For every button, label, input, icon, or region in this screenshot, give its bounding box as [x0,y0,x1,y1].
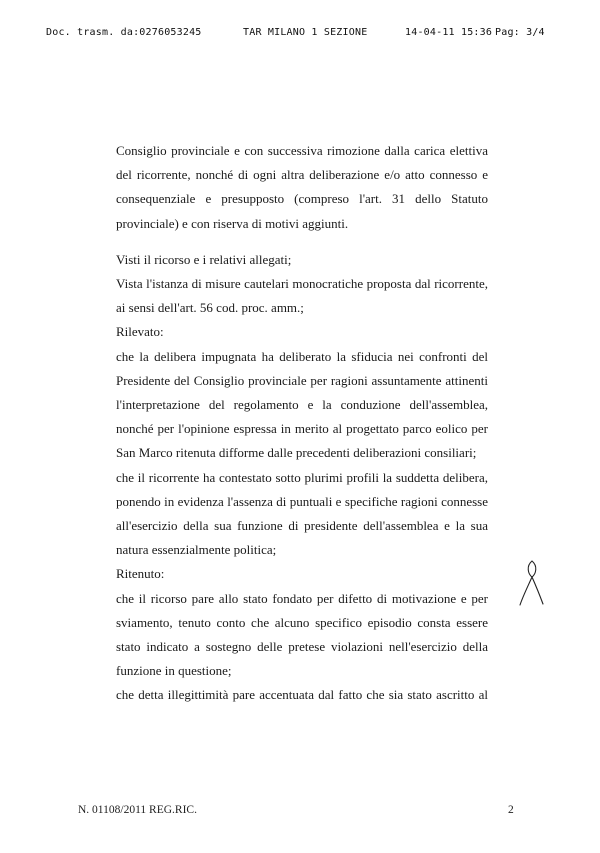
document-body [116,139,488,708]
handwritten-initial [516,558,546,608]
fax-transmission-header [0,27,600,43]
footer-registry-number: N. 01108/2011 REG.RIC. [78,804,197,816]
paragraph-gap [116,236,488,248]
paragraph-visti: Visti il ricorso e i relativi allegati; [116,251,292,267]
fax-page-counter: Pag: 3/4 [495,27,545,38]
heading-ritenuto: Ritenuto: [116,566,165,582]
footer-page-number: 2 [508,804,514,816]
paragraph-vista: Vista l'istanza di misure cautelari monocratiche proposta dal ricorrente, ai sensi dell'art. 56 cod. proc. amm.; [116,276,488,316]
paragraph-impugnativa: Consiglio provinciale e con successiva rimozione dalla carica elettiva del ricorrente, nonché di ogni altra deliberazione e/o atto connesso e consequenziale e presupposto (compreso l'art. 31 dello Statuto provinciale) e con riserva di motivi aggiunti. [116,143,488,231]
fax-datetime: 14-04-11 15:36 [405,27,493,38]
paragraph-ritenuto-2: che detta illegittimità pare accentuata dal fatto che sia stato ascritto al [116,687,488,703]
paragraph-rilevato-1: che la delibera impugnata ha deliberato la sfiducia nei confronti del Presidente del Consiglio provinciale per ragioni assuntamente attinenti l'interpretazione del regolamento e la conduzione dell'assemblea, nonché per l'opinione espressa in merito al progettato parco eolico per San Marco ritenuta difforme dalle precedenti deliberazioni consiliari; [116,348,488,461]
heading-rilevato: Rilevato: [116,324,164,340]
paragraph-rilevato-2: che il ricorrente ha contestato sotto plurimi profili la suddetta delibera, ponendo in evidenza l'assenza di puntuali e specifiche ragioni connesse all'esercizio della sua funzione di presidente dell'assemblea e la sua natura essenzialmente politica; [116,469,488,558]
paragraph-ritenuto-1: che il ricorso pare allo stato fondato per difetto di motivazione e per sviamento, tenuto conto che alcuno specifico episodio consta essere stato indicato a sostegno delle pretese violazioni nell'esercizio della funzione in questione; [116,590,488,679]
fax-office-name: TAR MILANO 1 SEZIONE [243,27,368,38]
fax-sender-number: Doc. trasm. da:0276053245 [46,27,202,38]
